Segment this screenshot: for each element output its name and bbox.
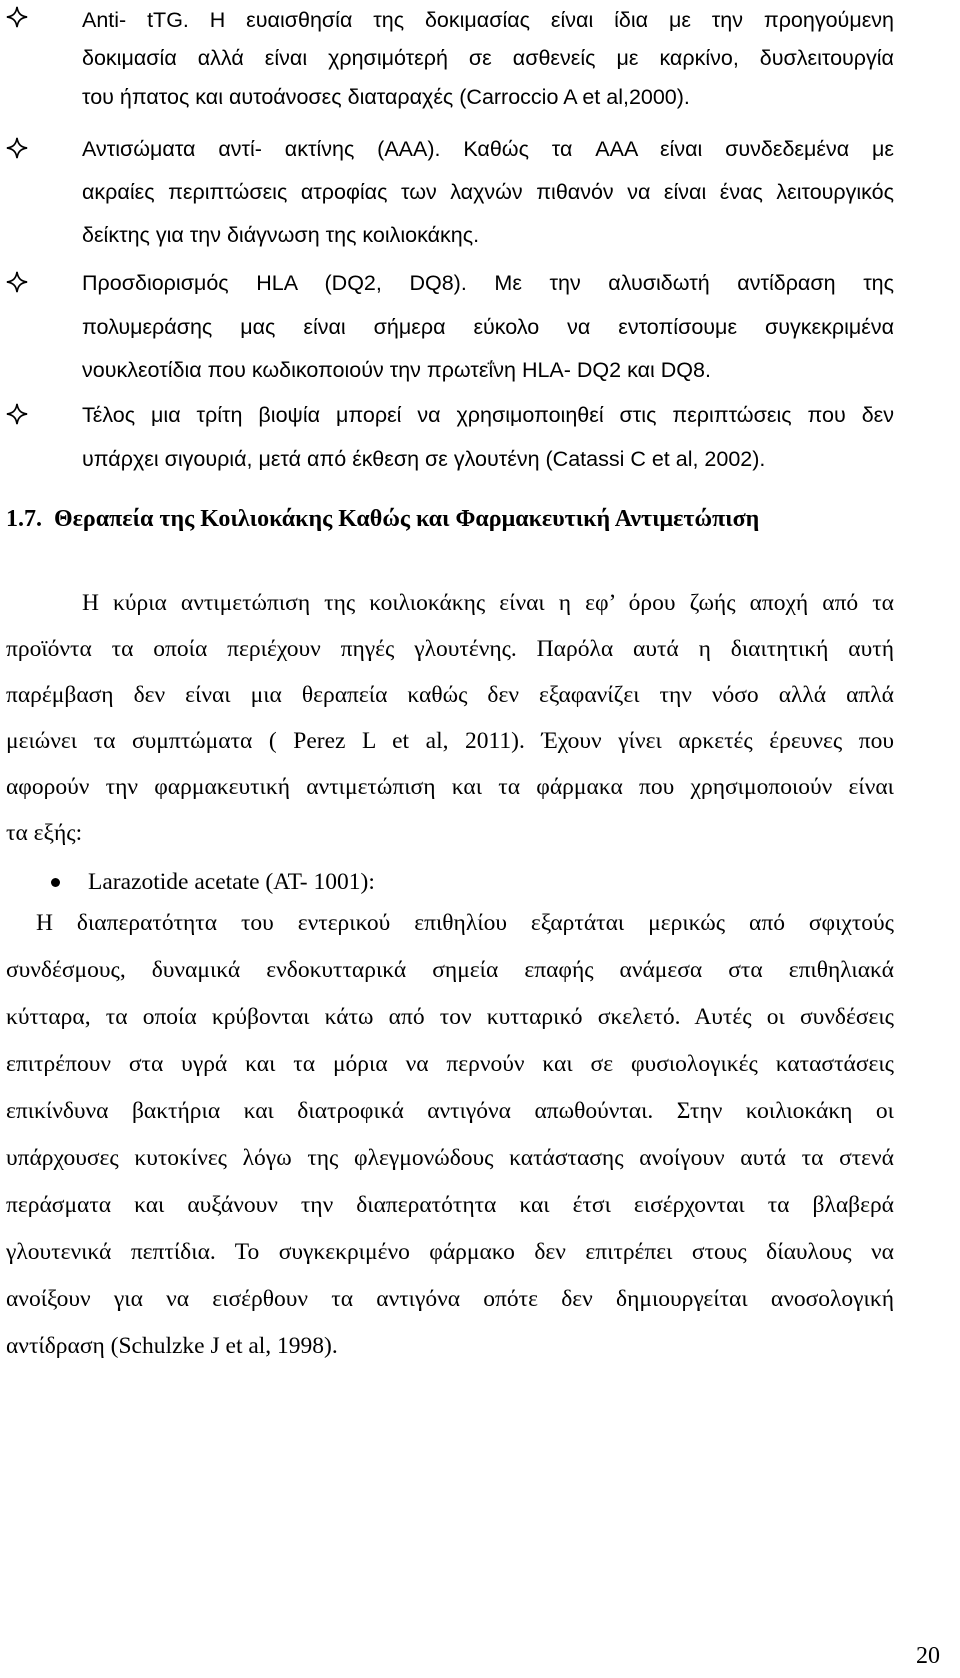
paragraph-line: επικίνδυνα βακτήρια και διατροφικά αντιγόνα απωθούνται. Στην κοιλιοκάκη οι (6, 1098, 894, 1124)
paragraph-line: προϊόντα τα οποία περιέχουν πηγές γλουτένης. Παρόλα αυτά η διαιτητική αυτή (6, 636, 894, 662)
page-number: 20 (916, 1643, 940, 1669)
bullet-line: υπάρχει σιγουριά, μετά από έκθεση σε γλουτένη (Catassi C et al, 2002). (82, 447, 766, 471)
bullet-line: δοκιμασία αλλά είναι χρησιμότερή σε ασθενείς με καρκίνο, δυσλειτουργία (82, 46, 894, 70)
paragraph-line: περάσματα και αυξάνουν την διαπερατότητα και έτσι εισέρχονται τα βλαβερά (6, 1192, 894, 1218)
paragraph-line: υπάρχουσες κυτοκίνες λόγω της φλεγμονώδους κατάστασης ανοίγουν αυτά τα στενά (6, 1145, 894, 1171)
section-heading (0, 499, 960, 539)
paragraph-line: αφορούν την φαρμακευτική αντιμετώπιση και τα φάρμακα που χρησιμοποιούν είναι (6, 774, 894, 800)
bullet-line: Anti- tTG. Η ευαισθησία της δοκιμασίας είναι ίδια με την προηγούμενη (82, 8, 894, 32)
bullet-line: Τέλος μια τρίτη βιοψία μπορεί να χρησιμοποιηθεί στις περιπτώσεις που δεν (82, 403, 894, 427)
paragraph-line: Η διαπερατότητα του εντερικού επιθηλίου εξαρτάται μερικώς από σφιχτούς (36, 910, 894, 936)
bullet-line: δείκτης για την διάγνωση της κοιλιοκάκης. (82, 223, 480, 247)
bullet-line: ακραίες περιπτώσεις ατροφίας των λαχνών πιθανόν να είναι ένας λειτουργικός (82, 180, 894, 204)
paragraph-line: αντίδραση (Schulzke J et al, 1998). (6, 1333, 338, 1359)
paragraph-line: ανοίξουν για να εισέρθουν τα αντιγόνα οπότε δεν δημιουργείται ανοσολογική (6, 1286, 894, 1312)
paragraph-line: επιτρέπουν στα υγρά και τα μόρια να περνούν και σε φυσιολογικές καταστάσεις (6, 1051, 894, 1077)
section-number: 1.7. (6, 506, 42, 532)
section-title: Θεραπεία της Κοιλιοκάκης Καθώς και Φαρμακευτική Αντιμετώπιση (54, 506, 760, 532)
paragraph-line: Η κύρια αντιμετώπιση της κοιλιοκάκης είναι η εφ’ όρου ζωής αποχή από τα (82, 590, 894, 616)
drug-name: Larazotide acetate (AT- 1001): (88, 869, 375, 895)
paragraph-line: γλουτενικά πεπτίδια. Το συγκεκριμένο φάρμακο δεν επιτρέπει στους δίαυλους να (6, 1239, 894, 1265)
bullet-line: νουκλεοτίδια που κωδικοποιούν την πρωτεΐνη HLA- DQ2 και DQ8. (82, 358, 711, 382)
paragraph-line: κύτταρα, τα οποία κρύβονται κάτω από τον κυτταρικό σκελετό. Αυτές οι συνδέσεις (6, 1004, 894, 1030)
paragraph-line: τα εξής: (6, 820, 83, 846)
paragraph-line: συνδέσμους, δυναμικά ενδοκυτταρικά σημεία επαφής ανάμεσα στα επιθηλιακά (6, 957, 894, 983)
bullet-line: του ήπατος και αυτοάνοσες διαταραχές (Carroccio A et al,2000). (82, 85, 690, 109)
bullet-line: πολυμεράσης μας είναι σήμερα εύκολο να εντοπίσουμε συγκεκριμένα (82, 315, 894, 339)
paragraph-line: παρέμβαση δεν είναι μια θεραπεία καθώς δεν εξαφανίζει την νόσο αλλά απλά (6, 682, 894, 708)
paragraph-line: μειώνει τα συμπτώματα ( Perez L et al, 2011). Έχουν γίνει αρκετές έρευνες που (6, 728, 894, 754)
bullet-line: Προσδιορισμός HLA (DQ2, DQ8). Με την αλυσιδωτή αντίδραση της (82, 271, 894, 295)
bullet-line: Αντισώματα αντί- ακτίνης (AAA). Καθώς τα AAA είναι συνδεδεμένα με (82, 137, 894, 161)
